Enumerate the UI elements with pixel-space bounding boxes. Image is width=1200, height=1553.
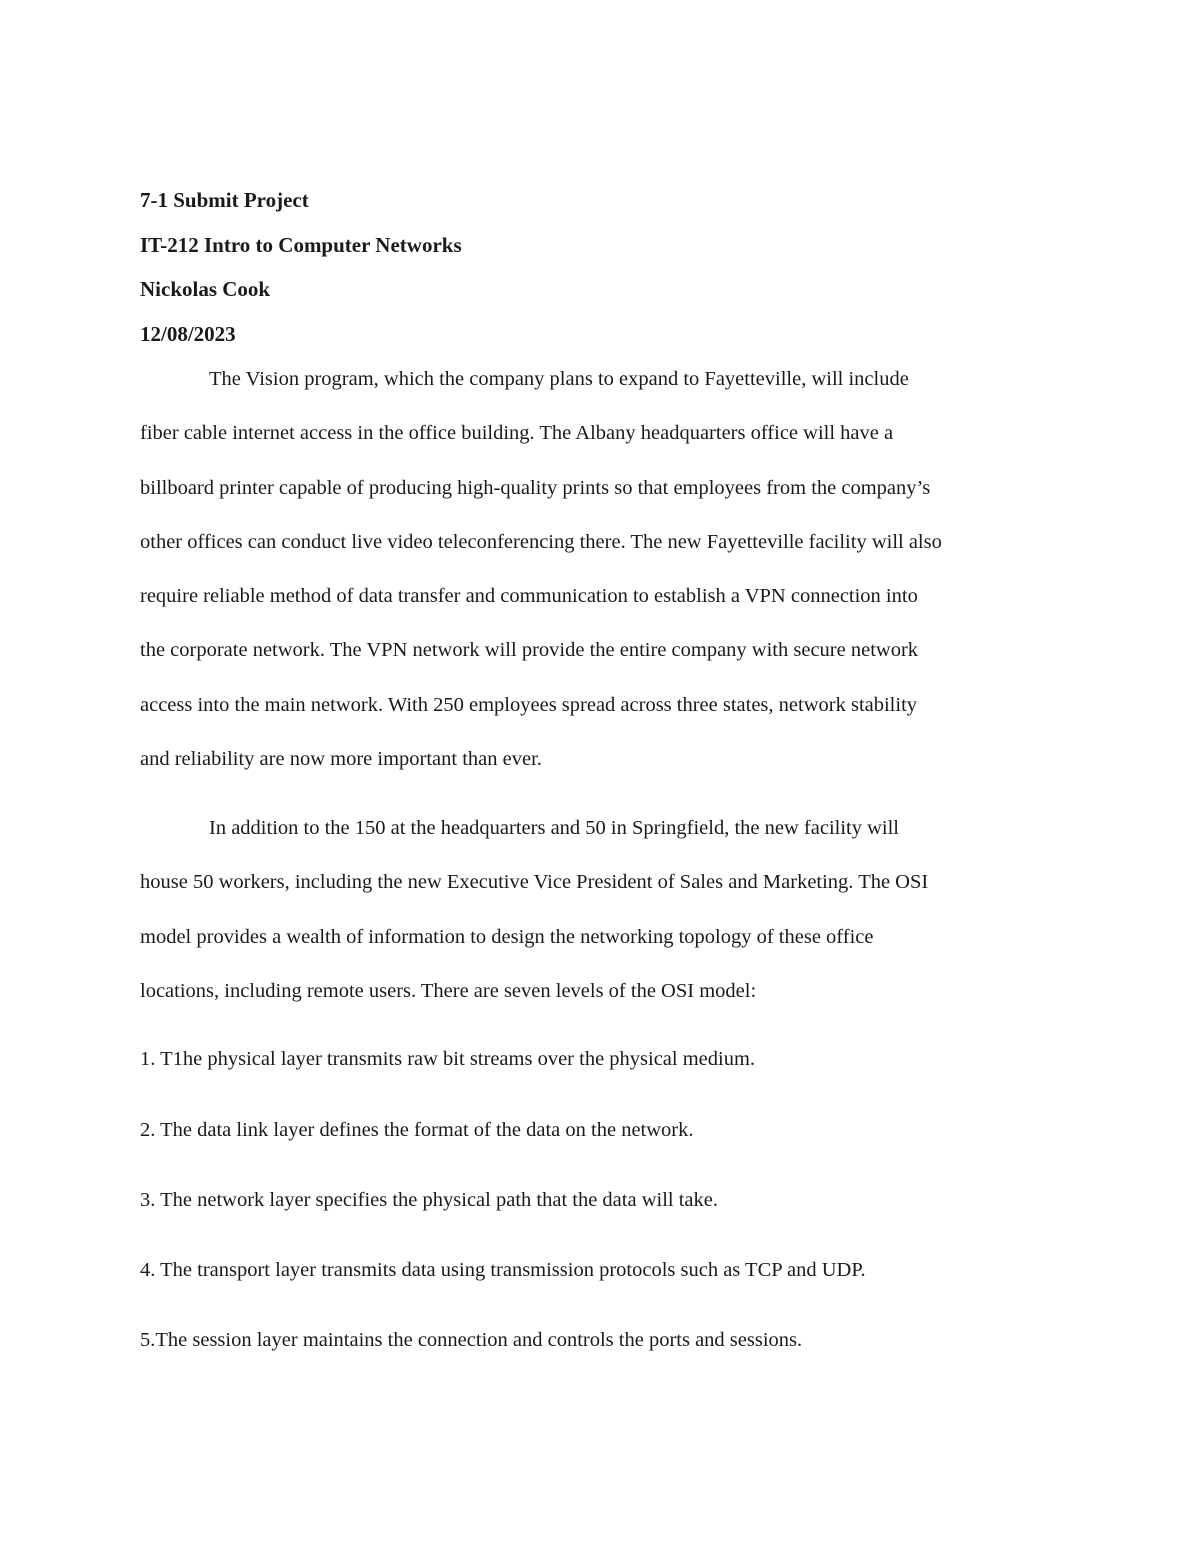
paragraph-line: access into the main network. With 250 employees spread across three states, network stability	[140, 693, 918, 716]
list-item: 1. T1he physical layer transmits raw bit streams over the physical medium.	[140, 1048, 756, 1070]
paragraph-osi-intro	[140, 801, 1065, 1018]
list-item: 2. The data link layer defines the format of the data on the network.	[140, 1119, 694, 1141]
paragraph-line: and reliability are now more important than ever.	[140, 748, 542, 771]
paragraph-vision-program	[140, 352, 1065, 786]
paragraph-line: locations, including remote users. There are seven levels of the OSI model:	[140, 979, 757, 1002]
paragraph-line: the corporate network. The VPN network will provide the entire company with secure network	[140, 639, 919, 662]
paragraph-line: The Vision program, which the company plans to expand to Fayetteville, will include	[209, 368, 909, 390]
course-title: IT-212 Intro to Computer Networks	[140, 233, 462, 257]
paragraph-line: model provides a wealth of information to design the networking topology of these office	[140, 925, 874, 948]
paragraph-line: fiber cable internet access in the office building. The Albany headquarters office will have a	[140, 422, 894, 445]
list-item: 3. The network layer specifies the physical path that the data will take.	[140, 1189, 718, 1211]
paragraph-line: In addition to the 150 at the headquarters and 50 in Springfield, the new facility will	[209, 817, 899, 839]
paragraph-line: billboard printer capable of producing high-quality prints so that employees from the company’s	[140, 476, 931, 499]
paragraph-line: require reliable method of data transfer and communication to establish a VPN connection into	[140, 585, 918, 608]
document-date: 12/08/2023	[140, 322, 236, 346]
list-item: 4. The transport layer transmits data using transmission protocols such as TCP and UDP.	[140, 1259, 866, 1281]
list-item: 5.The session layer maintains the connection and controls the ports and sessions.	[140, 1329, 803, 1351]
assignment-title: 7-1 Submit Project	[140, 188, 309, 212]
paragraph-line: other offices can conduct live video teleconferencing there. The new Fayetteville facility will also	[140, 530, 942, 553]
paragraph-line: house 50 workers, including the new Executive Vice President of Sales and Marketing. The OSI	[140, 871, 929, 894]
author-name: Nickolas Cook	[140, 277, 271, 301]
